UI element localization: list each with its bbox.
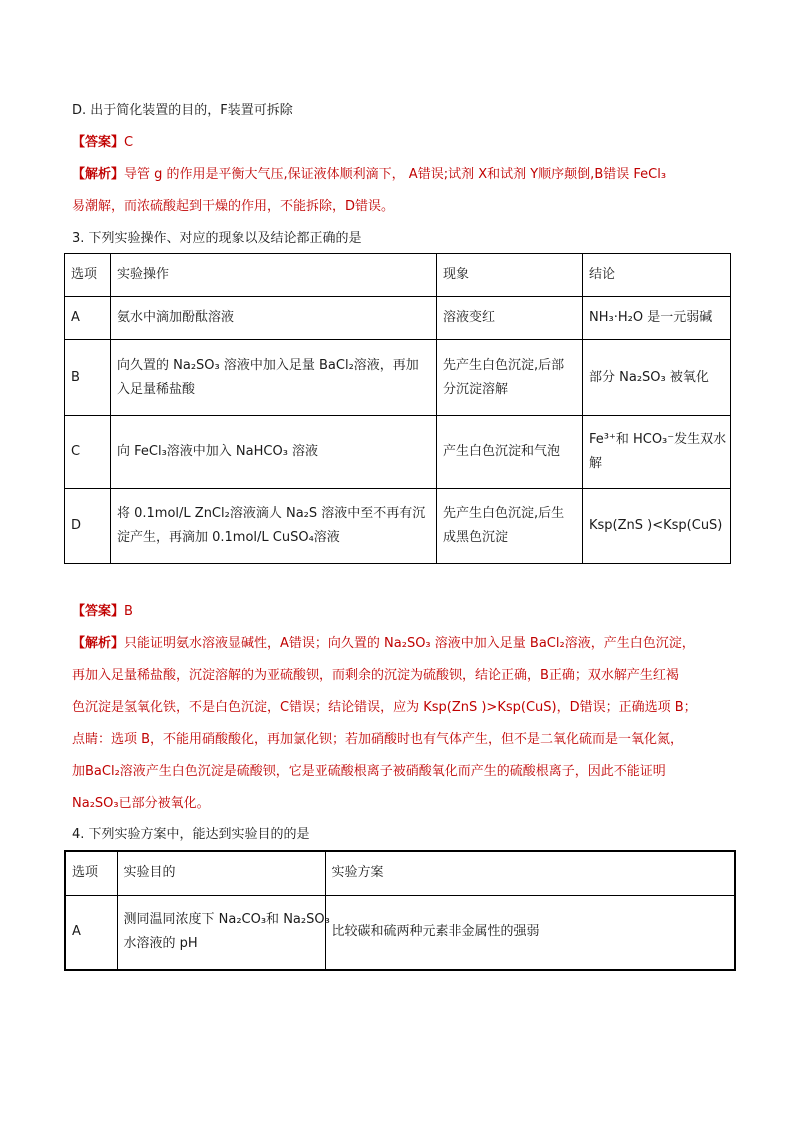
q3-analysis-line-3: 色沉淀是氢氧化铁，不是白色沉淀，C错误；结论错误，应为 Ksp(ZnS )>Ksp(CuS)，D错误；正确选项 B； — [72, 700, 697, 715]
conclusion-cell — [583, 416, 731, 489]
answer-value: B — [124, 604, 133, 619]
cell-text: 入足量稀盐酸 — [117, 381, 196, 397]
cell-text: 测同温同浓度下 Na₂CO₃和 Na₂SO₃ — [123, 912, 330, 928]
cell-text: NH₃·H₂O 是一元弱碱 — [589, 310, 713, 325]
cell-text: Ksp(ZnS )<Ksp(CuS) — [589, 518, 723, 533]
conclusion-cell — [583, 297, 731, 340]
cell-text: 解 — [589, 456, 603, 471]
q3-analysis-line-1 — [72, 635, 732, 653]
header-option: 选项 — [65, 851, 117, 895]
answer-label: 【答案】 — [72, 135, 125, 150]
q3-analysis-line-4: 点睛：选项 B，不能用硝酸酸化，再加氯化钡；若加硝酸时也有气体产生，但不是二氧化硫而是一氧化氮， — [72, 732, 684, 747]
cell-text: 先产生白色沉淀,后部 — [443, 357, 565, 373]
table-row — [65, 297, 731, 340]
table-header-row — [65, 851, 735, 895]
table-row — [65, 489, 731, 564]
operation-cell — [111, 297, 437, 340]
answer-value: C — [124, 135, 134, 150]
header-option: 选项 — [65, 254, 111, 297]
phenomenon-cell — [437, 416, 583, 489]
cell-text: 淀产生，再滴加 0.1mol/L CuSO₄溶液 — [117, 530, 340, 545]
cell-text: 先产生白色沉淀,后生 — [443, 506, 565, 521]
operation-cell — [111, 340, 437, 416]
conclusion-cell — [583, 340, 731, 416]
header-conclusion: 结论 — [583, 254, 731, 297]
q2-option-d: D. 出于简化装置的目的，F装置可拆除 — [72, 103, 293, 118]
option-cell: A — [65, 297, 111, 340]
option-cell: B — [65, 340, 111, 416]
cell-text: 成黑色沉淀 — [443, 530, 509, 545]
answer-label: 【答案】 — [72, 604, 125, 619]
q4-table — [64, 850, 736, 971]
q2-analysis-line-1 — [72, 166, 732, 184]
cell-text: 向 FeCl₃溶液中加入 NaHCO₃ 溶液 — [117, 444, 319, 459]
analysis-label: 【解析】 — [72, 636, 125, 651]
table-row — [65, 416, 731, 489]
q4-title: 4. 下列实验方案中，能达到实验目的的是 — [72, 827, 310, 842]
table-row — [65, 340, 731, 416]
phenomenon-cell — [437, 297, 583, 340]
cell-text: 比较碳和硫两种元素非金属性的强弱 — [331, 924, 540, 940]
header-operation: 实验操作 — [111, 254, 437, 297]
purpose-cell — [117, 895, 330, 970]
analysis-label: 【解析】 — [72, 167, 125, 182]
q3-table — [64, 253, 731, 564]
header-plan: 实验方案 — [325, 851, 735, 895]
phenomenon-cell — [437, 489, 583, 564]
phenomenon-cell — [437, 340, 583, 416]
header-purpose: 实验目的 — [117, 851, 325, 895]
conclusion-cell — [583, 489, 731, 564]
cell-text: 分沉淀溶解 — [443, 381, 509, 397]
operation-cell — [111, 489, 437, 564]
table-header-row — [65, 254, 731, 297]
cell-text: 水溶液的 pH — [123, 936, 198, 952]
cell-text: 溶液变红 — [443, 310, 496, 325]
q3-answer — [72, 603, 732, 621]
plan-cell — [325, 895, 735, 970]
option-cell: D — [65, 489, 111, 564]
operation-cell — [111, 416, 437, 489]
q2-analysis-line-2: 易潮解，而浓硫酸起到干燥的作用，不能拆除，D错误。 — [72, 199, 395, 214]
q3-analysis-line-2: 再加入足量稀盐酸，沉淀溶解的为亚硫酸钡，而剩余的沉淀为硫酸钡，结论正确，B正确；双水解产生红褐 — [72, 668, 679, 683]
q3-analysis-line-5: 加BaCl₂溶液产生白色沉淀是硫酸钡，它是亚硫酸根离子被硝酸氧化而产生的硫酸根离子，因此不能证明 — [72, 764, 666, 779]
cell-text: Fe³⁺和 HCO₃⁻发生双水 — [589, 432, 727, 447]
cell-text: 部分 Na₂SO₃ 被氧化 — [589, 369, 709, 385]
analysis-text: 只能证明氨水溶液显碱性，A错误；向久置的 Na₂SO₃ 溶液中加入足量 BaCl₂溶液，产生白色沉淀， — [124, 636, 695, 651]
option-cell: C — [65, 416, 111, 489]
option-cell: A — [65, 895, 117, 970]
cell-text: 将 0.1mol/L ZnCl₂溶液滴人 Na₂S 溶液中至不再有沉 — [117, 506, 426, 521]
q3-title: 3. 下列实验操作、对应的现象以及结论都正确的是 — [72, 231, 362, 246]
cell-text: 产生白色沉淀和气泡 — [443, 444, 561, 459]
cell-text: 向久置的 Na₂SO₃ 溶液中加入足量 BaCl₂溶液，再加 — [117, 357, 419, 373]
cell-text: 氨水中滴加酚酞溶液 — [117, 310, 235, 325]
q3-analysis-line-6: Na₂SO₃已部分被氧化。 — [72, 796, 210, 811]
q2-answer — [72, 134, 732, 152]
header-phenomenon: 现象 — [437, 254, 583, 297]
analysis-text: 导管 g 的作用是平衡大气压,保证液体顺利滴下， A错误;试剂 X和试剂 Y顺序颠倒,B错误 FeCl₃ — [124, 167, 667, 182]
table-row — [65, 895, 735, 970]
